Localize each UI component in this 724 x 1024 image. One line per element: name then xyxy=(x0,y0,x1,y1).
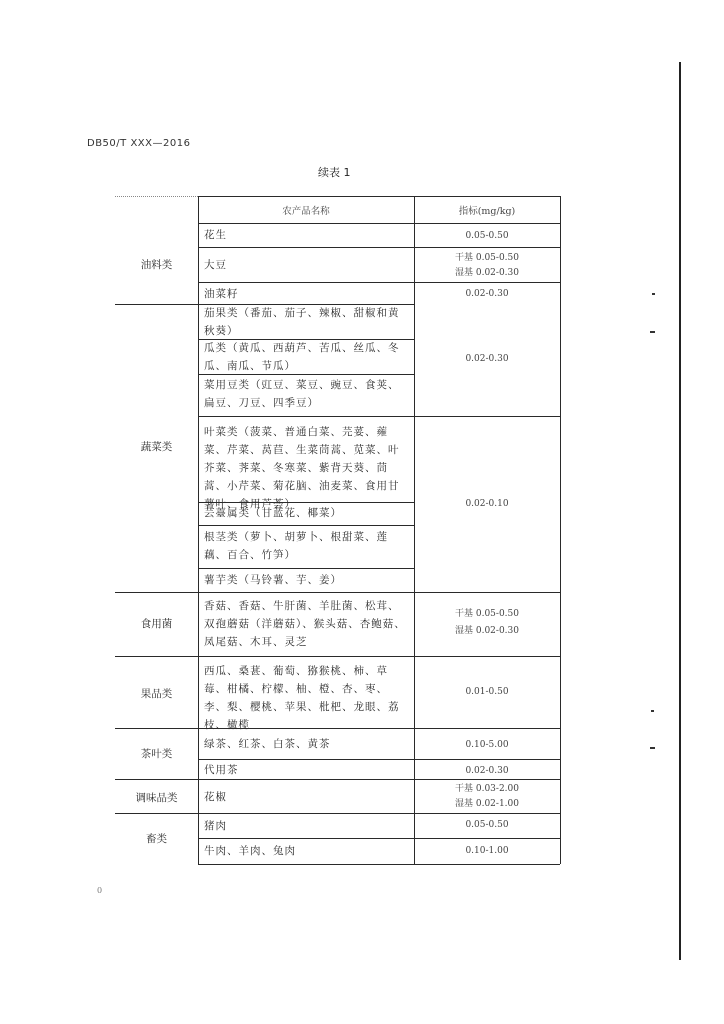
value-fungi-fresh: 湿基 0.02-0.30 xyxy=(455,626,519,636)
table-border xyxy=(414,247,560,248)
item-tea-green: 绿茶、红茶、白茶、黄茶 xyxy=(204,738,331,750)
table-border xyxy=(115,779,560,780)
table-border xyxy=(115,196,198,197)
item-tea-sub: 代用茶 xyxy=(204,764,239,776)
page-mark: 0 xyxy=(97,886,103,895)
value-pepper-dry: 干基 0.03-2.00 xyxy=(455,784,519,794)
table-title: 续表 1 xyxy=(318,166,351,179)
category-spice: 调味品类 xyxy=(135,792,178,804)
item-cucurbits: 瓜类（黄瓜、西葫芦、苦瓜、丝瓜、冬瓜、南瓜、节瓜） xyxy=(204,342,400,372)
item-rapeseed: 油菜籽 xyxy=(204,288,239,300)
column-header-limit: 指标(mg/kg) xyxy=(458,206,516,217)
table-border xyxy=(198,247,414,248)
item-brassica: 芸薹属类（甘蓝花、椰菜） xyxy=(204,507,342,519)
value-rapeseed: 0.02-0.30 xyxy=(465,289,509,299)
table-border xyxy=(115,813,560,814)
table-border xyxy=(560,196,561,864)
scan-mark xyxy=(650,747,655,749)
table-border xyxy=(198,759,560,760)
page-edge-rule xyxy=(679,62,681,960)
table-border xyxy=(198,864,560,865)
category-vegetable: 蔬菜类 xyxy=(140,441,173,453)
item-leafy: 叶菜类（菠菜、普通白菜、芫荽、蕹菜、芹菜、莴苣、生菜茼蒿、苋菜、叶芥菜、荠菜、冬寒菜、紫背天葵、茼蒿、小芹菜、菊花脑、油麦菜、食用甘薯叶、食用芦荟） xyxy=(204,426,400,510)
column-header-product: 农产品名称 xyxy=(282,206,330,217)
table-border xyxy=(198,838,560,839)
item-pepper: 花椒 xyxy=(204,791,227,803)
value-pepper-fresh: 湿基 0.02-1.00 xyxy=(455,799,519,809)
table-border xyxy=(198,196,199,864)
category-fungi: 食用菌 xyxy=(140,618,173,630)
item-mushroom: 香菇、香菇、牛肝菌、羊肚菌、松茸、双孢蘑菇（洋蘑菇）、猴头菇、杏鲍菇、凤尾菇、木耳、灵芝 xyxy=(204,600,406,648)
table-border xyxy=(198,282,560,283)
scan-mark xyxy=(650,331,655,333)
value-tea-sub: 0.02-0.30 xyxy=(465,766,509,776)
value-peanut: 0.05-0.50 xyxy=(465,231,509,241)
value-soybean-dry: 干基 0.05-0.50 xyxy=(455,253,519,263)
value-tea: 0.10-5.00 xyxy=(465,740,509,750)
item-fruits: 西瓜、桑葚、葡萄、猕猴桃、柿、草莓、柑橘、柠檬、柚、橙、杏、枣、李、梨、樱桃、苹果、枇杷、龙眼、荔枝、橄榄 xyxy=(204,665,400,731)
item-pork: 猪肉 xyxy=(204,820,227,832)
scan-mark xyxy=(651,710,654,712)
value-fruit: 0.01-0.50 xyxy=(465,687,509,697)
category-fruit: 果品类 xyxy=(140,688,173,700)
value-soybean-fresh: 湿基 0.02-0.30 xyxy=(455,268,519,278)
document-number: DB50/T XXX—2016 xyxy=(87,138,191,149)
item-beef: 牛肉、羊肉、兔肉 xyxy=(204,845,296,857)
table-border xyxy=(198,196,560,197)
table-border xyxy=(115,304,198,305)
table-border xyxy=(198,223,560,224)
value-beef: 0.10-1.00 xyxy=(465,846,509,856)
table-border xyxy=(115,656,560,657)
category-oil: 油料类 xyxy=(140,259,173,271)
value-pork: 0.05-0.50 xyxy=(465,820,509,830)
table-border xyxy=(198,525,414,526)
table-border xyxy=(198,568,414,569)
item-peanut: 花生 xyxy=(204,229,227,241)
value-fungi-dry: 干基 0.05-0.50 xyxy=(455,609,519,619)
value-vegetable-a: 0.02-0.30 xyxy=(465,354,509,364)
item-soybean: 大豆 xyxy=(204,259,227,271)
table-border xyxy=(198,416,560,417)
category-tea: 茶叶类 xyxy=(140,748,173,760)
item-solanaceous: 茄果类（番茄、茄子、辣椒、甜椒和黄秋葵） xyxy=(204,307,400,337)
item-root: 根茎类（萝卜、胡萝卜、根甜菜、莲藕、百合、竹笋） xyxy=(204,531,388,561)
item-legumes: 菜用豆类（豇豆、菜豆、豌豆、食荚、扁豆、刀豆、四季豆） xyxy=(204,379,400,409)
value-vegetable-b: 0.02-0.10 xyxy=(465,499,509,509)
table-border xyxy=(115,592,560,593)
item-tuber: 薯芋类（马铃薯、芋、姜） xyxy=(204,574,342,586)
scan-mark xyxy=(652,293,655,295)
category-meat: 畜类 xyxy=(146,833,167,845)
